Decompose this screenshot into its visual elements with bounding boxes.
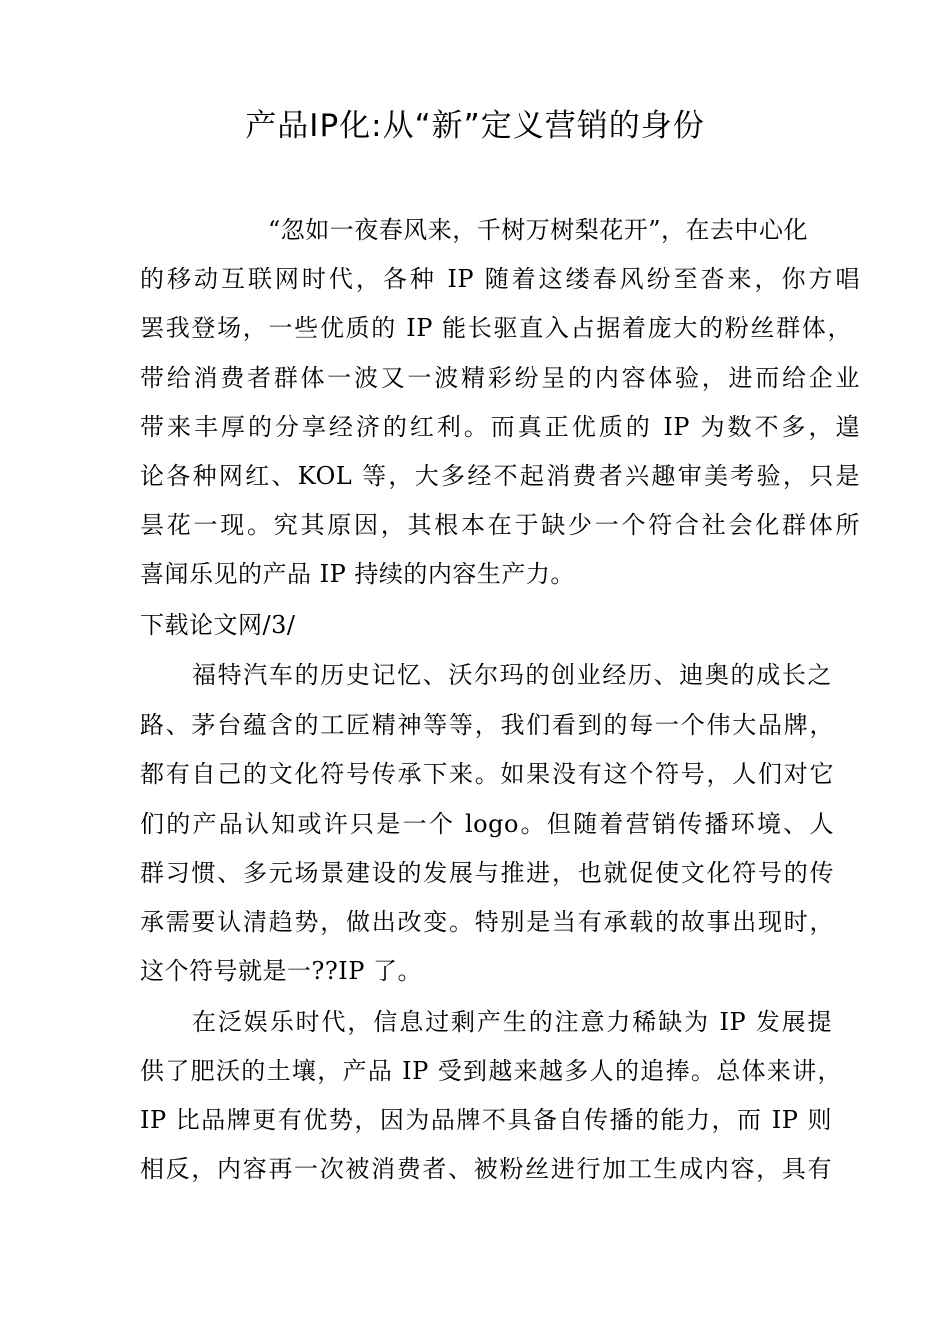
text-line: 的移动互联网时代，各种 IP 随着这缕春风纷至沓来，你方唱 (140, 265, 860, 293)
text-line: 福特汽车的历史记忆、沃尔玛的创业经历、迪奥的成长之 (192, 661, 832, 689)
text-line: 论各种网红、KOL 等，大多经不起消费者兴趣审美考验，只是 (140, 462, 860, 490)
text-line: 供了肥沃的土壤，产品 IP 受到越来越多人的追捧。总体来讲， (140, 1057, 842, 1085)
text-line: 带来丰厚的分享经济的红利。而真正优质的 IP 为数不多，遑 (140, 413, 860, 441)
text-line: 们的产品认知或许只是一个 logo。但随着营销传播环境、人 (140, 810, 834, 838)
source-line: 下载论文网/3/ (140, 611, 296, 639)
document-title: 产品IP化:从“新”定义营销的身份 (245, 108, 705, 144)
text-line: 都有自己的文化符号传承下来。如果没有这个符号，人们对它 (140, 760, 834, 788)
text-line: 群习惯、多元场景建设的发展与推进，也就促使文化符号的传 (140, 859, 834, 887)
text-line: 罢我登场，一些优质的 IP 能长驱直入占据着庞大的粉丝群体， (140, 314, 852, 342)
text-line: 这个符号就是一??IP 了。 (140, 957, 422, 985)
text-line: 喜闻乐见的产品 IP 持续的内容生产力。 (140, 560, 575, 588)
text-line: 在泛娱乐时代，信息过剩产生的注意力稀缺为 IP 发展提 (192, 1008, 832, 1036)
text-line: “忽如一夜春风来，千树万树梨花开”，在去中心化 (268, 216, 809, 244)
text-line: 承需要认清趋势，做出改变。特别是当有承载的故事出现时， (140, 908, 834, 936)
text-line: 路、茅台蕴含的工匠精神等等，我们看到的每一个伟大品牌， (140, 711, 834, 739)
text-line: 昙花一现。究其原因，其根本在于缺少一个符合社会化群体所 (140, 511, 860, 539)
text-line: 带给消费者群体一波又一波精彩纷呈的内容体验，进而给企业 (140, 364, 860, 392)
text-line: IP 比品牌更有优势，因为品牌不具备自传播的能力，而 IP 则 (140, 1106, 832, 1134)
text-line: 相反，内容再一次被消费者、被粉丝进行加工生成内容，具有 (140, 1155, 832, 1183)
